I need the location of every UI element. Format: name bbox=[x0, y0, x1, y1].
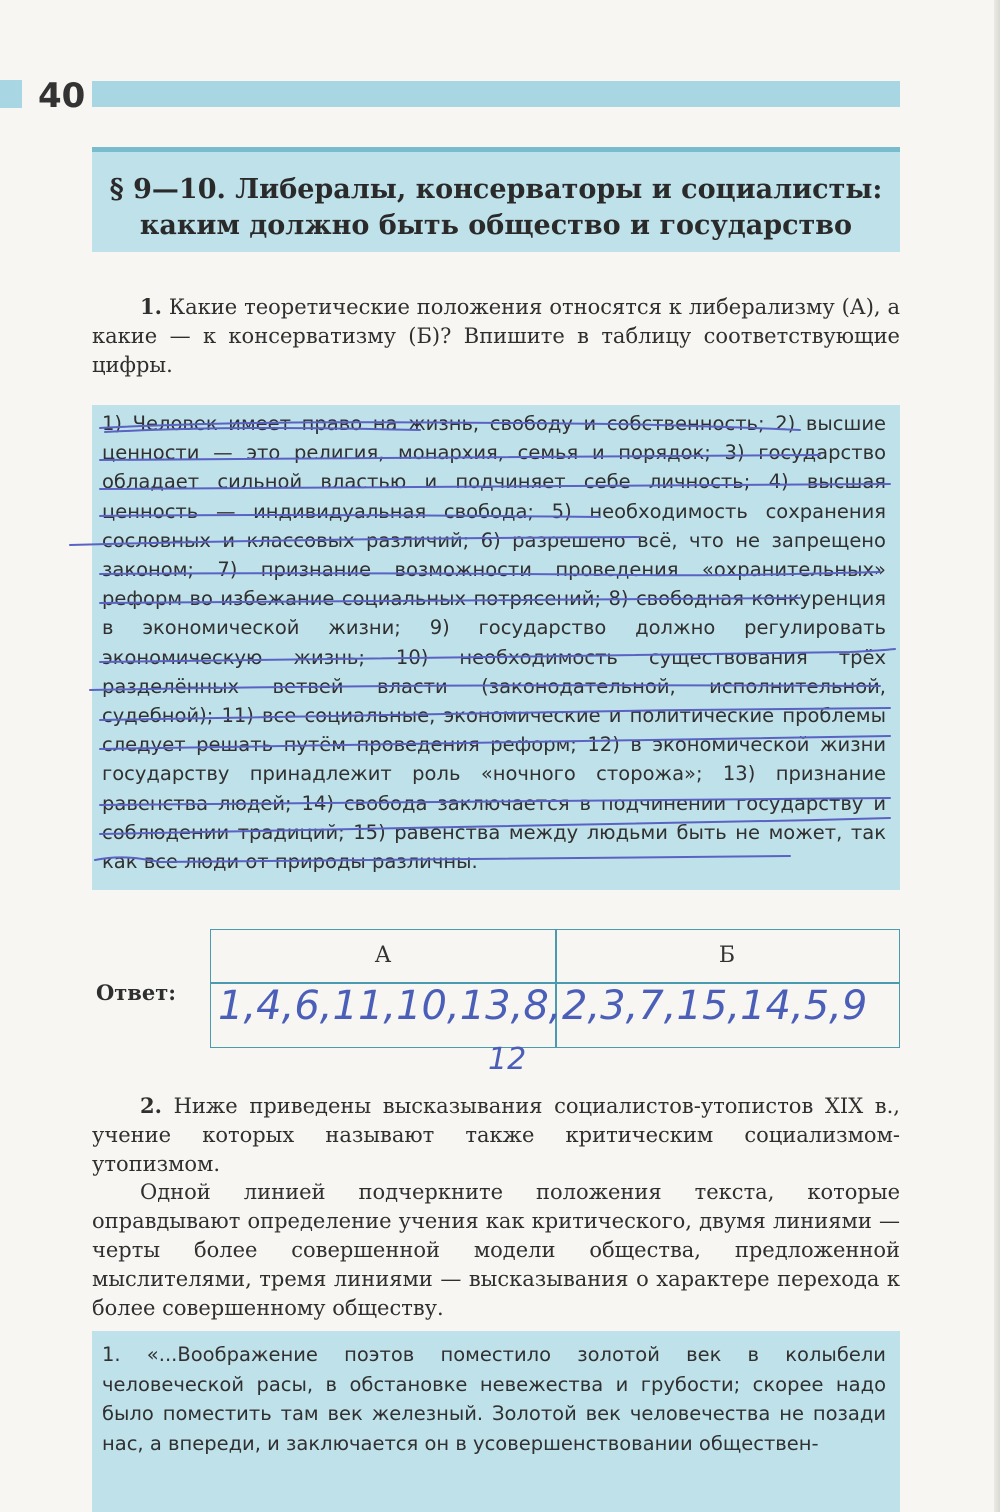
section-title bbox=[92, 152, 900, 252]
answer-b-handwritten: 2,3,7,15,14,5,9 bbox=[562, 983, 868, 1029]
quote-box bbox=[92, 1331, 900, 1512]
answer-header-a: А bbox=[374, 943, 392, 968]
answer-label: Ответ: bbox=[96, 980, 177, 1005]
statements-box bbox=[92, 405, 900, 890]
task-1-number: 1. bbox=[140, 294, 162, 319]
quote-text: 1. «...Воображение поэтов поместило золотой век в колыбели человеческой расы, в обстановке невежества и грубости; скорее надо было поместить там век железный. Золотой век человечества не позади нас, а впереди, и заключается он в усовершенствовании обществен- bbox=[102, 1343, 886, 1455]
answer-header-b: Б bbox=[718, 943, 736, 968]
task-2-number: 2. bbox=[140, 1093, 162, 1118]
task-2-text: Ниже приведены высказывания социалистов-утопистов XIX в., учение которых называют также критическим социализмом-утопизмом. bbox=[92, 1094, 900, 1176]
task-1-text: Какие теоретические положения относятся к либерализму (А), а какие — к консерватизму (Б)? Впишите в таблицу соответствующие цифры. bbox=[92, 295, 900, 377]
page-number: 40 bbox=[38, 76, 86, 116]
header-bar bbox=[92, 81, 900, 107]
section-title-line-1: § 9—10. Либералы, консерваторы и социалисты: bbox=[109, 174, 883, 205]
task-2-instruction: Одной линией подчеркните положения текста, которые оправдывают определение учения как критического, двумя линиями — черты более совершенной модели общества, предложенной мыслителями, тремя линиями — высказывания о характере перехода к более совершенному обществу. bbox=[92, 1180, 900, 1320]
statements-text: 1) Человек имеет право на жизнь, свободу и собственность; 2) высшие ценности — это религия, монархия, семья и порядок; 3) государство обладает сильной властью и подчиняет себе личность; 4) высшая ценность — индивидуальная свобода; 5) необходимость сохранения сословных и классовых различий; 6) разрешено всё, что не запрещено законом; 7) признание возможности проведения «охранительных» реформ во избежание социальных потрясений; 8) свободная конкуренция в экономической жизни; 9) государство должно регулировать экономическую жизнь; 10) необходимость существования трёх разделённых ветвей власти (законодательной, исполнительной, судебной); 11) все социальные, экономические и политические проблемы следует решать путём проведения реформ; 12) в экономической жизни государству принадлежит роль «ночного сторожа»; 13) признание равенства людей; 14) свобода заключается в подчинении государству и соблюдении традиций; 15) равенства между людьми быть не может, так как все люди от природы различны. bbox=[102, 412, 886, 874]
task-1-question bbox=[92, 292, 900, 380]
paper-edge bbox=[994, 0, 1000, 1512]
page-number-bar bbox=[0, 80, 22, 108]
section-title-line-2: каким должно быть общество и государство bbox=[139, 210, 853, 241]
answer-a-handwritten: 1,4,6,11,10,13,8, bbox=[218, 983, 562, 1029]
task-2-question bbox=[92, 1091, 900, 1179]
answer-a-extra-handwritten: 12 bbox=[488, 1042, 527, 1077]
